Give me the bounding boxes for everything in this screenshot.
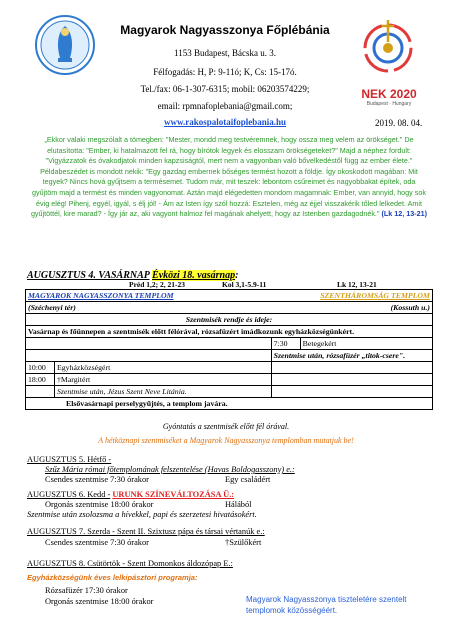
thursday-intention: Magyarok Nagyasszonya tiszteletére szentelt templomok közösségéért. [246, 595, 407, 615]
reading-1: Préd 1,2; 2, 21-23 [129, 280, 186, 289]
day-wednesday: AUGUSZTUS 7. Szerda - Szent II. Szixtusz pápa és társai vértanúk e.: [27, 527, 265, 536]
thursday-rosary: Rózsafüzér 17:30 órakor [45, 586, 128, 595]
table-row [26, 314, 433, 326]
readings [27, 280, 434, 289]
church-a-name: MAGYAROK NAGYASSZONYA TEMPLOM [26, 290, 272, 302]
day-thursday: AUGUSZTUS 8. Csütörtök - Szent Domonkos áldozópap E.: [27, 559, 233, 568]
church-b-name: SZENTHÁROMSÁG TEMPLOM [271, 290, 432, 302]
table-row [26, 326, 433, 338]
gospel-passage [30, 135, 428, 220]
tuesday-note: Szentmise után zsolozsma a hívekkel, papi és szerzetesi hivatásokért. [27, 510, 257, 519]
nek-logo [355, 14, 421, 86]
gospel-reference: (Lk 12, 13-21) [381, 209, 428, 219]
table-row [26, 350, 433, 362]
bulletin-date: 2019. 08. 04. [375, 118, 423, 128]
mass-order-heading: Szentmisék rendje és ideje: [26, 314, 433, 326]
table-row [26, 362, 433, 374]
rosary-note: Vasárnap és főünnepen a szentmisék előtt félórával, rózsafüzért imádkozunk egyházközségünkért. [26, 326, 433, 338]
intention-cell: Betegekért [300, 338, 432, 350]
phone-line: Tel./fax: 06-1-307-6315; mobil: 06203574229; [140, 84, 310, 94]
intention-cell: †Margitért [55, 374, 272, 386]
sunday-colon: : [235, 270, 239, 281]
email-line: email: rpmnafoplebania@gmail.com; [157, 101, 293, 111]
church-b-place: (Kossuth u.) [271, 302, 432, 314]
table-row [26, 302, 433, 314]
day-monday-heading [27, 455, 111, 464]
tuesday-feast: URUNK SZÍNEVÁLTOZÁSA Ü.: [112, 490, 235, 499]
confession-note: Gyóntatás a szentmisék előtt fél órával. [162, 422, 290, 431]
time-cell: 10:00 [26, 362, 55, 374]
monday-intention: Egy családért [225, 475, 271, 484]
day-thursday-heading [27, 559, 233, 568]
parish-title: Magyarok Nagyasszonya Főplébánia [120, 23, 330, 37]
reading-2: Kol 3,1-5.9-11 [222, 280, 267, 289]
wednesday-mass: Csendes szentmise 7:30 órakor [45, 538, 149, 547]
collection-note: Elsővasárnapi perselygyűjtés, a templom javára. [26, 398, 433, 410]
sunday-feast: Évközi 18. vasárnap [152, 270, 236, 281]
day-tuesday: AUGUSZTUS 6. Kedd - [27, 490, 111, 499]
thursday-mass: Orgonás szentmise 18:00 órakor [45, 597, 154, 606]
day-monday: AUGUSZTUS 5. Hétfő - [27, 455, 112, 464]
reading-3: Lk 12, 13-21 [337, 280, 377, 289]
table-row [26, 290, 433, 302]
nek-caption [356, 88, 422, 107]
parish-address: 1153 Budapest, Bácska u. 3. [174, 48, 276, 58]
sunday-schedule-table [25, 289, 433, 410]
wednesday-intention: †Szülőkért [225, 538, 262, 547]
monday-mass: Csendes szentmise 7:30 órakor [45, 475, 149, 484]
nek-subtitle: Budapest · Hungary [366, 101, 412, 107]
weekday-mass-note: A hétköznapi szentmiséket a Magyarok Nagyasszonya templomban mutatjuk be! [98, 436, 354, 445]
table-row [26, 374, 433, 386]
parish-logo [34, 14, 96, 76]
time-cell: 18:00 [26, 374, 55, 386]
day-wednesday-heading [27, 527, 265, 536]
monday-feast: Szűz Mária római főtemplomának felszentelése (Havas Boldogasszony) e.: [45, 465, 295, 474]
after-mass-note: Szentmise után, rózsafüzér „titok-csere". [271, 350, 432, 362]
office-hours: Félfogadás: H, P: 9-11ó; K, Cs: 15-17ó. [153, 67, 297, 77]
time-cell: 7:30 [271, 338, 300, 350]
table-row [26, 386, 433, 398]
litany-note: Szentmise után, Jézus Szent Neve Litánia. [55, 386, 272, 398]
gospel-text: „Ekkor valaki megszólalt a tömegben: "Mester, mondd meg testvéremnek, hogy ossza meg velem az örökséget." De elutasította: "Ember, ki hatalmazott fel rá, hogy bírótok legyek és elosszam örökségeteket?" Majd a néphez fordult: "Vigyázzatok és óvakodjatok minden kapzsiságtól, mert nem a vagyonban való bővelkedéstől függ az ember élete." Példabeszédet is mondott nekik: "Egy gazdag embernek bőséges termést hozott a földje. Így okoskodott magában: Mit tegyek? Nincs hová gyűjtsem a termésemet. Tudom már, mit teszek: lebontom csűreimet és nagyobbakat építek, oda gyűjtöm majd a termést és minden vagyonomat. Aztán majd elégedetten mondom magamnak: Ember, van annyid, hogy sok évig elég! Pihenj, egyél, igyál, s élj jól! - Ám az Isten így szól hozzá: Esztelen, még az éjjel visszakérik tőled lelkedet. Amit gyűjtöttél, kire marad? - Így jár az, aki vagyont halmoz fel magának ahelyett, hogy az Istenben gazdagodnék." [30, 135, 426, 219]
sunday-date: AUGUSZTUS 4. VASÁRNAP [27, 270, 150, 281]
nek-title: NEK 2020 [361, 87, 417, 101]
website-link[interactable]: www.rakospalotaifoplebania.hu [163, 117, 287, 127]
annual-program-heading: Egyházközségünk éves lelkipásztori programja: [27, 573, 198, 582]
church-a-place: (Széchenyi tér) [26, 302, 272, 314]
table-row [26, 338, 433, 350]
intention-cell: Egyházközségért [55, 362, 272, 374]
table-row [26, 398, 433, 410]
day-tuesday-heading [27, 490, 234, 499]
tuesday-intention: Hálából [225, 500, 252, 509]
tuesday-mass: Orgonás szentmise 18:00 órakor [45, 500, 154, 509]
